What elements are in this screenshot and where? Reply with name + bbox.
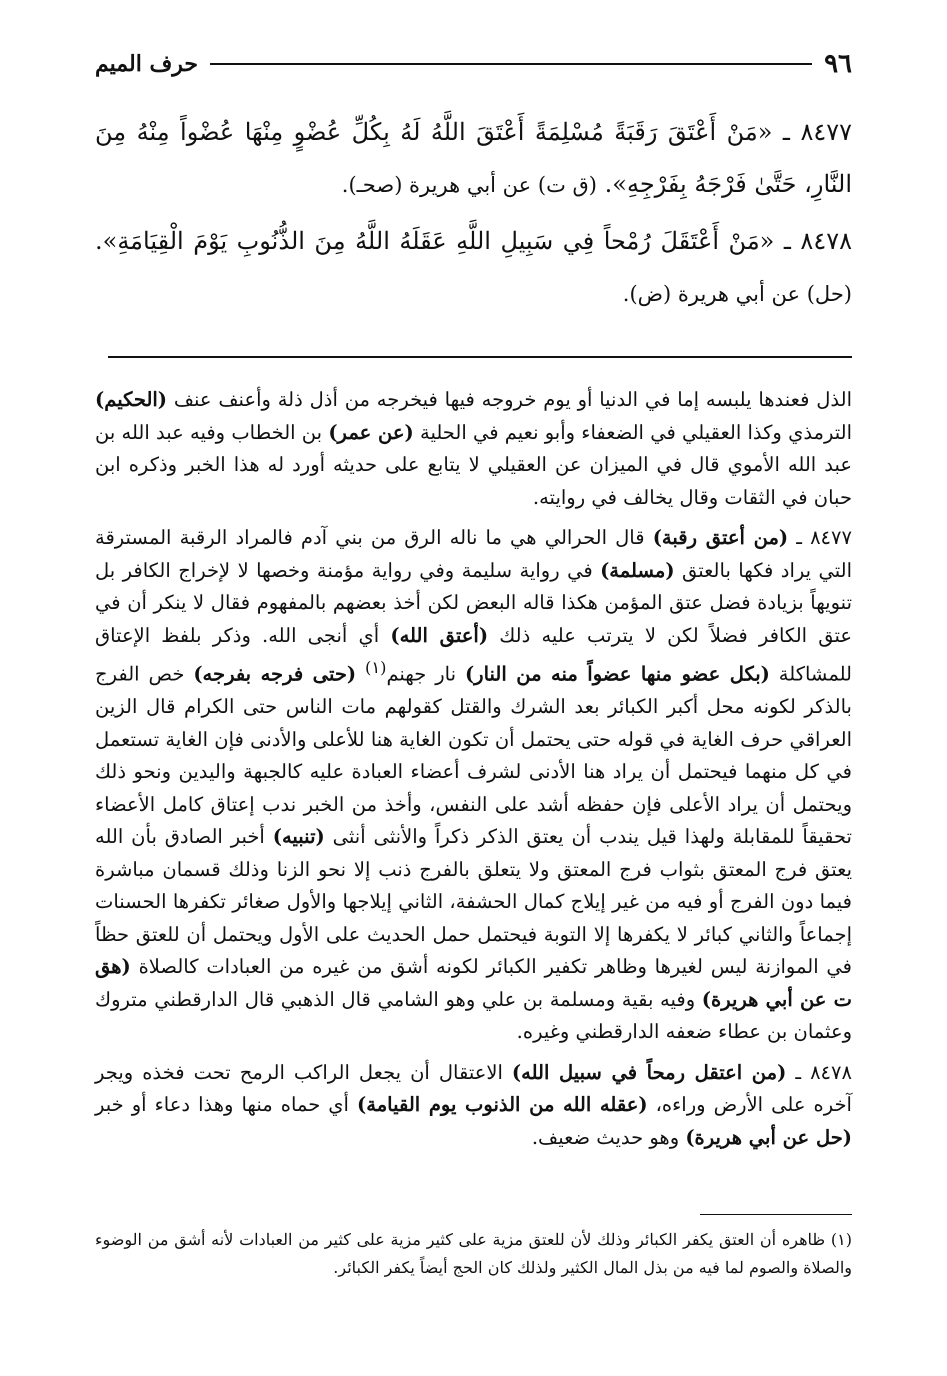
- hadith-number: ٨٤٧٧ ـ: [782, 118, 852, 146]
- commentary-text: وهو حديث ضعيف.: [531, 1125, 686, 1149]
- commentary-number: ٨٤٧٧ ـ: [788, 526, 852, 549]
- section-divider: [108, 356, 852, 358]
- commentary-text: نار جهنم: [386, 662, 465, 686]
- commentary-bold: (عقله الله من الذنوب يوم القيامة): [357, 1093, 648, 1116]
- commentary-bold: (من أعتق رقبة): [652, 526, 789, 549]
- hadith-entry: [95, 215, 852, 320]
- commentary-bold: (أعتق الله): [390, 623, 489, 647]
- hadith-source: (ق ت) عن أبي هريرة (صحـ).: [341, 173, 598, 197]
- page-number: ٩٦: [824, 49, 852, 79]
- commentary-text: في رواية سليمة وفي رواية مؤمنة وخصها لا لإخراج الكافر بل تنويهاً بزيادة فضل عتق المؤمن هكذا قاله البعض لكن أخذ بعضهم بالمفهوم فقال لا ينكر أن في عتق الكافر فضلاً لكن لا يترتب عليه ذلك: [95, 558, 853, 647]
- commentary-block: [95, 384, 852, 1162]
- commentary-bold: (حتى فرجه بفرجه): [193, 662, 357, 686]
- footnote: [95, 1226, 852, 1282]
- commentary-paragraph: [95, 1057, 852, 1155]
- commentary-bold: (هق ت عن أبي هريرة): [95, 955, 852, 1011]
- commentary-text: الاعتقال أن يجعل الراكب الرمح تحت فخذه ويجر آخره على الأرض وراءه،: [95, 1060, 852, 1116]
- commentary-paragraph: [95, 522, 852, 1049]
- commentary-bold: (بكل عضو منها عضواً منه من النار): [464, 662, 770, 686]
- commentary-text: أخبر الصادق بأن الله يعتق فرج المعتق بثواب فرج المعتق ولا يتعلق بالفرج ذنب إلا نحو الزنا وذلك قسمان مباشرة فيما دون الفرج أو فيه من غير إيلاج كمال الحشفة، الثاني إيلاجها والأول صغائر تكفرها الحسنات إجماعاً والثاني كبائر لا يكفرها إلا التوبة فيحتمل حمل الحديث على الأول ويحتمل أن للعتق حظاً في الموازنة ليس لغيرها وظاهر تكفير الكبائر لكونه أشق من غيره من العبادات كالصلاة: [95, 825, 852, 978]
- commentary-text: [356, 663, 365, 686]
- chapter-title: حرف الميم: [95, 51, 199, 77]
- commentary-paragraph: [95, 384, 852, 514]
- commentary-text: الترمذي وكذا العقيلي في الضعفاء وأبو نعيم في الحلية: [413, 420, 853, 444]
- hadith-number: ٨٤٧٨ ـ: [783, 227, 852, 255]
- commentary-bold: (عن عمر): [328, 420, 414, 444]
- hadith-text: «مَنْ أَعْتَقَ رَقَبَةً مُسْلِمَةً أَعْتَقَ اللَّهُ لَهُ بِكُلِّ عُضْوٍ مِنْهَا عُضْواً مِنْهُ مِنَ النَّارِ، حَتَّىٰ فَرْجَهُ بِفَرْجِهِ».: [95, 118, 852, 198]
- commentary-bold: (من اعتقل رمحاً في سبيل الله): [511, 1060, 787, 1084]
- hadith-source: (حل) عن أبي هريرة (ض).: [622, 282, 852, 306]
- commentary-text: أي أنجى الله. وذكر بلفظ الإعتاق للمشاكلة: [95, 623, 852, 686]
- hadith-text: «مَنْ أَعْتَقَلَ رُمْحاً فِي سَبِيلِ اللَّهِ عَقَلَهُ اللَّهُ مِنَ الذُّنُوبِ يَوْمَ الْقِيَامَةِ».: [95, 227, 775, 255]
- header-rule: [210, 63, 812, 65]
- commentary-bold: (تنبيه): [272, 825, 325, 848]
- commentary-text: أي حماه منها وهذا دعاء أو خبر: [95, 1093, 358, 1116]
- commentary-text: بن الخطاب وفيه عبد الله بن عبد الله الأموي قال في الميزان عن العقيلي لا يتابع على حديثه أورد له هذا الخبر وذكره ابن حبان في الثقات وقال يخالف في روايته.: [95, 420, 852, 509]
- commentary-text: وفيه بقية ومسلمة بن علي وهو الشامي قال الذهبي قال الدارقطني متروك وعثمان بن عطاء ضعفه الدارقطني وغيره.: [95, 987, 852, 1043]
- footnote-text: ظاهره أن العتق يكفر الكبائر وذلك لأن للعتق مزية على كثير مزية على كثير من العبادات لأنه أشق من الوضوء والصلاة والصوم لما فيه من بذل المال الكثير ولذلك كان الحج أيضاً يكفر الكبائر.: [95, 1230, 852, 1277]
- commentary-text: الذل فعندها يلبسه إما في الدنيا أو يوم خروجه فيها فيخرجه من أذل ذلة وأعنف عنف: [167, 388, 852, 411]
- commentary-number: ٨٤٧٨ ـ: [786, 1060, 852, 1084]
- footnote-reference[interactable]: (١): [365, 658, 387, 677]
- commentary-bold: (الحكيم): [95, 388, 168, 411]
- commentary-bold: (مسلمة): [600, 558, 675, 582]
- hadith-entry: [95, 106, 852, 211]
- commentary-text: قال الحرالي هي ما ناله الرق من بني آدم فالمراد الرقبة المسترقة التي يراد فكها بالعتق: [95, 526, 852, 582]
- commentary-text: خص الفرج بالذكر لكونه محل أكبر الكبائر بعد الشرك والقتل كقولهم مات الناس حتى الكرام قال الزين العراقي حرف الغاية في قوله حتى يحتمل أن تكون الغاية هنا للأعلى والأدنى فإن الغاية تستعمل في كل منهما فيحتمل أن يراد هنا الأدنى لشرف أعضاء العبادة عليه كالجبهة واليدين ونحو ذلك ويحتمل أن يراد الأعلى فإن حفظه أشد على النفس، وأخذ من الخبر ندب إعتاق كامل الأعضاء تحقيقاً للمقابلة ولهذا قيل يندب أن يعتق الذكر ذكراً والأنثى أنثى: [95, 662, 852, 848]
- footnote-marker: (١): [830, 1230, 852, 1249]
- footnote-divider: [700, 1214, 852, 1215]
- page-header: [95, 44, 852, 84]
- hadith-text-block: [95, 106, 852, 324]
- commentary-bold: (حل عن أبي هريرة): [685, 1125, 852, 1149]
